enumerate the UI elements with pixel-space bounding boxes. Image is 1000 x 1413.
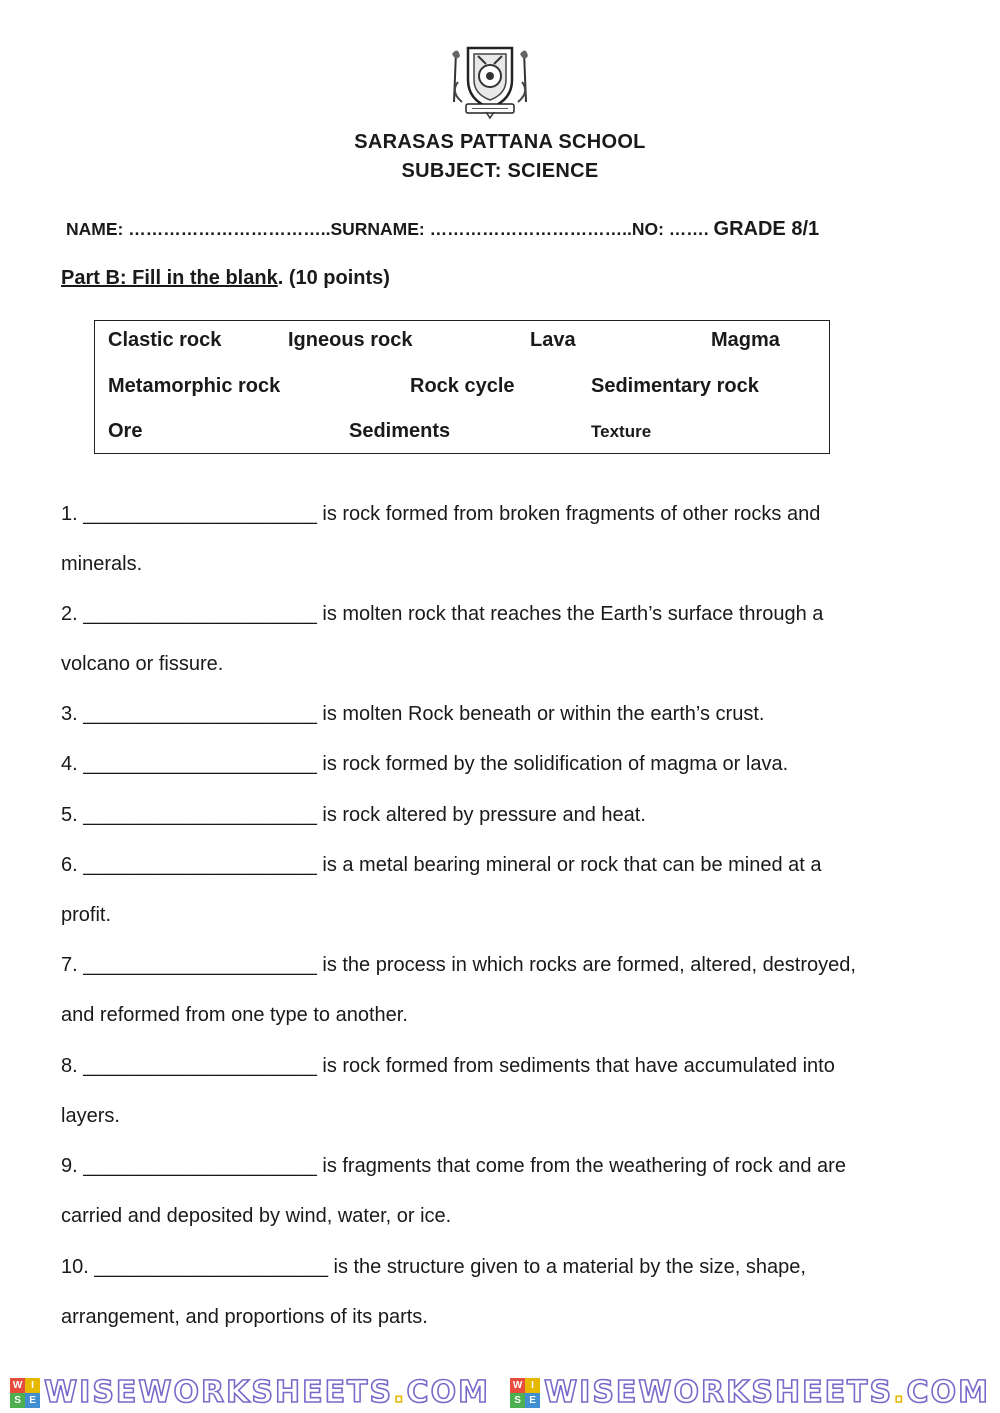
question-line: 10. _____________________ is the structure given to a material by the size, shape, [61,1256,806,1278]
word-bank-item: Sediments [349,420,451,442]
question-line: 1. _____________________ is rock formed from broken fragments of other rocks and [61,503,821,525]
question-line: 9. _____________________ is fragments that come from the weathering of rock and are [61,1155,846,1177]
part-heading [61,267,390,290]
question-line: 4. _____________________ is rock formed by the solidification of magma or lava. [61,753,789,775]
question-line: 6. _____________________ is a metal bearing mineral or rock that can be mined at a [61,854,822,876]
word-bank-item: Clastic rock [108,329,222,351]
word-bank [94,320,830,454]
question-line: volcano or fissure. [61,653,224,675]
watermark-brand [510,1375,990,1410]
watermark-text: WISEWORKSHEETS.COM [44,1375,490,1410]
school-crest-icon [446,42,534,120]
part-points: . (10 points) [277,267,390,289]
question-line: minerals. [61,553,143,575]
watermark-text: WISEWORKSHEETS.COM [544,1375,990,1410]
question-line: arrangement, and proportions of its parts. [61,1306,428,1328]
question-line: 5. _____________________ is rock altered by pressure and heat. [61,804,646,826]
name-field[interactable]: NAME: …………………………….. [66,219,331,239]
school-name: SARASAS PATTANA SCHOOL [354,131,646,153]
word-bank-item: Texture [591,422,652,441]
word-bank-item: Igneous rock [288,329,413,351]
wiseworksheets-logo-icon: W I S E [510,1378,540,1408]
question-line: 2. _____________________ is molten rock that reaches the Earth’s surface through a [61,603,824,625]
question-line: profit. [61,904,112,926]
number-field[interactable]: NO: ……. [631,219,709,239]
word-bank-item: Sedimentary rock [591,375,759,397]
watermark-footer [0,1372,1000,1413]
surname-field[interactable]: SURNAME: …………………………….. [330,219,632,239]
watermark-brand [10,1375,490,1410]
word-bank-item: Ore [108,420,143,442]
subject-title: SUBJECT: SCIENCE [401,160,599,182]
question-line: and reformed from one type to another. [61,1004,408,1026]
wiseworksheets-logo-icon: W I S E [10,1378,40,1408]
word-bank-item: Metamorphic rock [108,375,281,397]
question-line: carried and deposited by wind, water, or ice. [61,1205,452,1227]
part-title: Part B: Fill in the blank [61,267,278,289]
question-line: 8. _____________________ is rock formed from sediments that have accumulated into [61,1055,835,1077]
question-line: 3. _____________________ is molten Rock beneath or within the earth’s crust. [61,703,765,725]
question-line: 7. _____________________ is the process in which rocks are formed, altered, destroyed, [61,954,856,976]
question-line: layers. [61,1105,120,1127]
word-bank-item: Magma [711,329,780,351]
word-bank-item: Rock cycle [410,375,515,397]
student-info-line [66,218,946,241]
word-bank-item: Lava [530,329,576,351]
grade-label: GRADE 8/1 [713,218,820,240]
